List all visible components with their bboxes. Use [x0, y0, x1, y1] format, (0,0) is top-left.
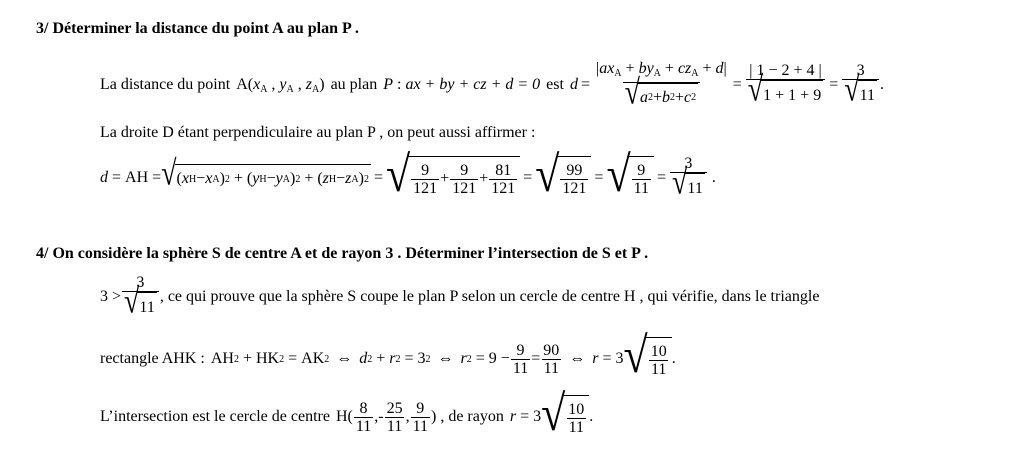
ah-sqrt-expression: √ ( x H − x A ) 2 + ( y H − y A ) 2 + ( z H − z A ) 2: [161, 154, 369, 194]
section-3-heading: 3/ Déterminer la distance du point A au plan P .: [36, 20, 359, 37]
plane-text: au plan: [330, 76, 378, 93]
section-4-heading: 4/ On considère la sphère S de centre A et de rayon 3 . Déterminer l’intersection de S et P .: [36, 245, 649, 262]
perpendicular-line-text: La droite D étant perpendiculaire au plan P , on peut aussi affirmer :: [100, 124, 536, 141]
conclusion-text: L’intersection est le cercle de centre: [100, 408, 330, 425]
comparison-line: [100, 274, 819, 320]
numeric-distance-fraction: | 1 − 2 + 4 | √ 1 + 1 + 9: [746, 62, 825, 108]
ah-formula-line: d = AH = √ ( x H − x A ) 2 + ( y H − y A ) 2 + ( z H − z A ) 2 = √ $\frac{9}{121}$ + $\frac{9}{121}$ + $\frac{81}{121}$ = √ $\frac{99}{121}$ = √ $\frac{9}{11}$ = 3 √ 11 .: [100, 145, 716, 203]
sphere-cuts-plane-text: , ce qui prouve que la sphère S coupe le plan P selon un cercle de centre H , qui vérifie, dans le triangle: [159, 288, 820, 305]
distance-result-fraction: 3 √ 11: [842, 62, 879, 108]
ah-result-fraction: 3 √ 11: [670, 155, 707, 201]
ninety-nine-sqrt: √ $\frac{99}{121}$: [535, 156, 591, 200]
distance-formula-line: La distance du point $A(x_A$ , $y_A$ , $z_A$) au plan P : ax + by + cz + d = 0 est d = $|ax_A + by_A + cz_A + d|$ √ a 2 + b 2 + c 2 = | 1 − 2 + 4 | √ 1 + 1 + 9 = 3 √ 11 .: [100, 59, 884, 112]
est-word: est: [546, 76, 564, 93]
pythagoras-line: rectangle AHK : AH 2 + HK 2 = AK 2 ⇔ d 2 + r 2 = 3 2 ⇔ r 2 = 9 − $\frac{9}{11}$ = $\frac{90}{11}$ ⇔ r = 3 √ $\frac{10}{11}$ .: [100, 326, 676, 384]
general-distance-fraction: $|ax_A + by_A + cz_A + d|$ √ a 2 + b 2 + c 2: [595, 59, 727, 112]
nine-eleven-sqrt: √ $\frac{9}{11}$: [606, 156, 654, 200]
conclusion-line: L’intersection est le cercle de centre H( $\frac{8}{11}$ , - $\frac{25}{11}$ , $\frac{9}{11}$ ) , de rayon r = 3 √ $\frac{10}{11}$ .: [100, 384, 594, 442]
intro-text: La distance du point: [100, 76, 231, 93]
point-a-coords: $A(x_A$ , $y_A$ , $z_A$): [236, 75, 325, 95]
plane-equation: ax + by + cz + d = 0: [405, 76, 541, 93]
triangle-text: rectangle AHK :: [100, 350, 205, 367]
comparison-left: 3 >: [100, 288, 122, 305]
sum-fractions-sqrt: √ $\frac{9}{121}$ + $\frac{9}{121}$ + $\frac{81}{121}$: [386, 156, 520, 200]
comparison-fraction: 3 √ 11: [122, 274, 159, 320]
